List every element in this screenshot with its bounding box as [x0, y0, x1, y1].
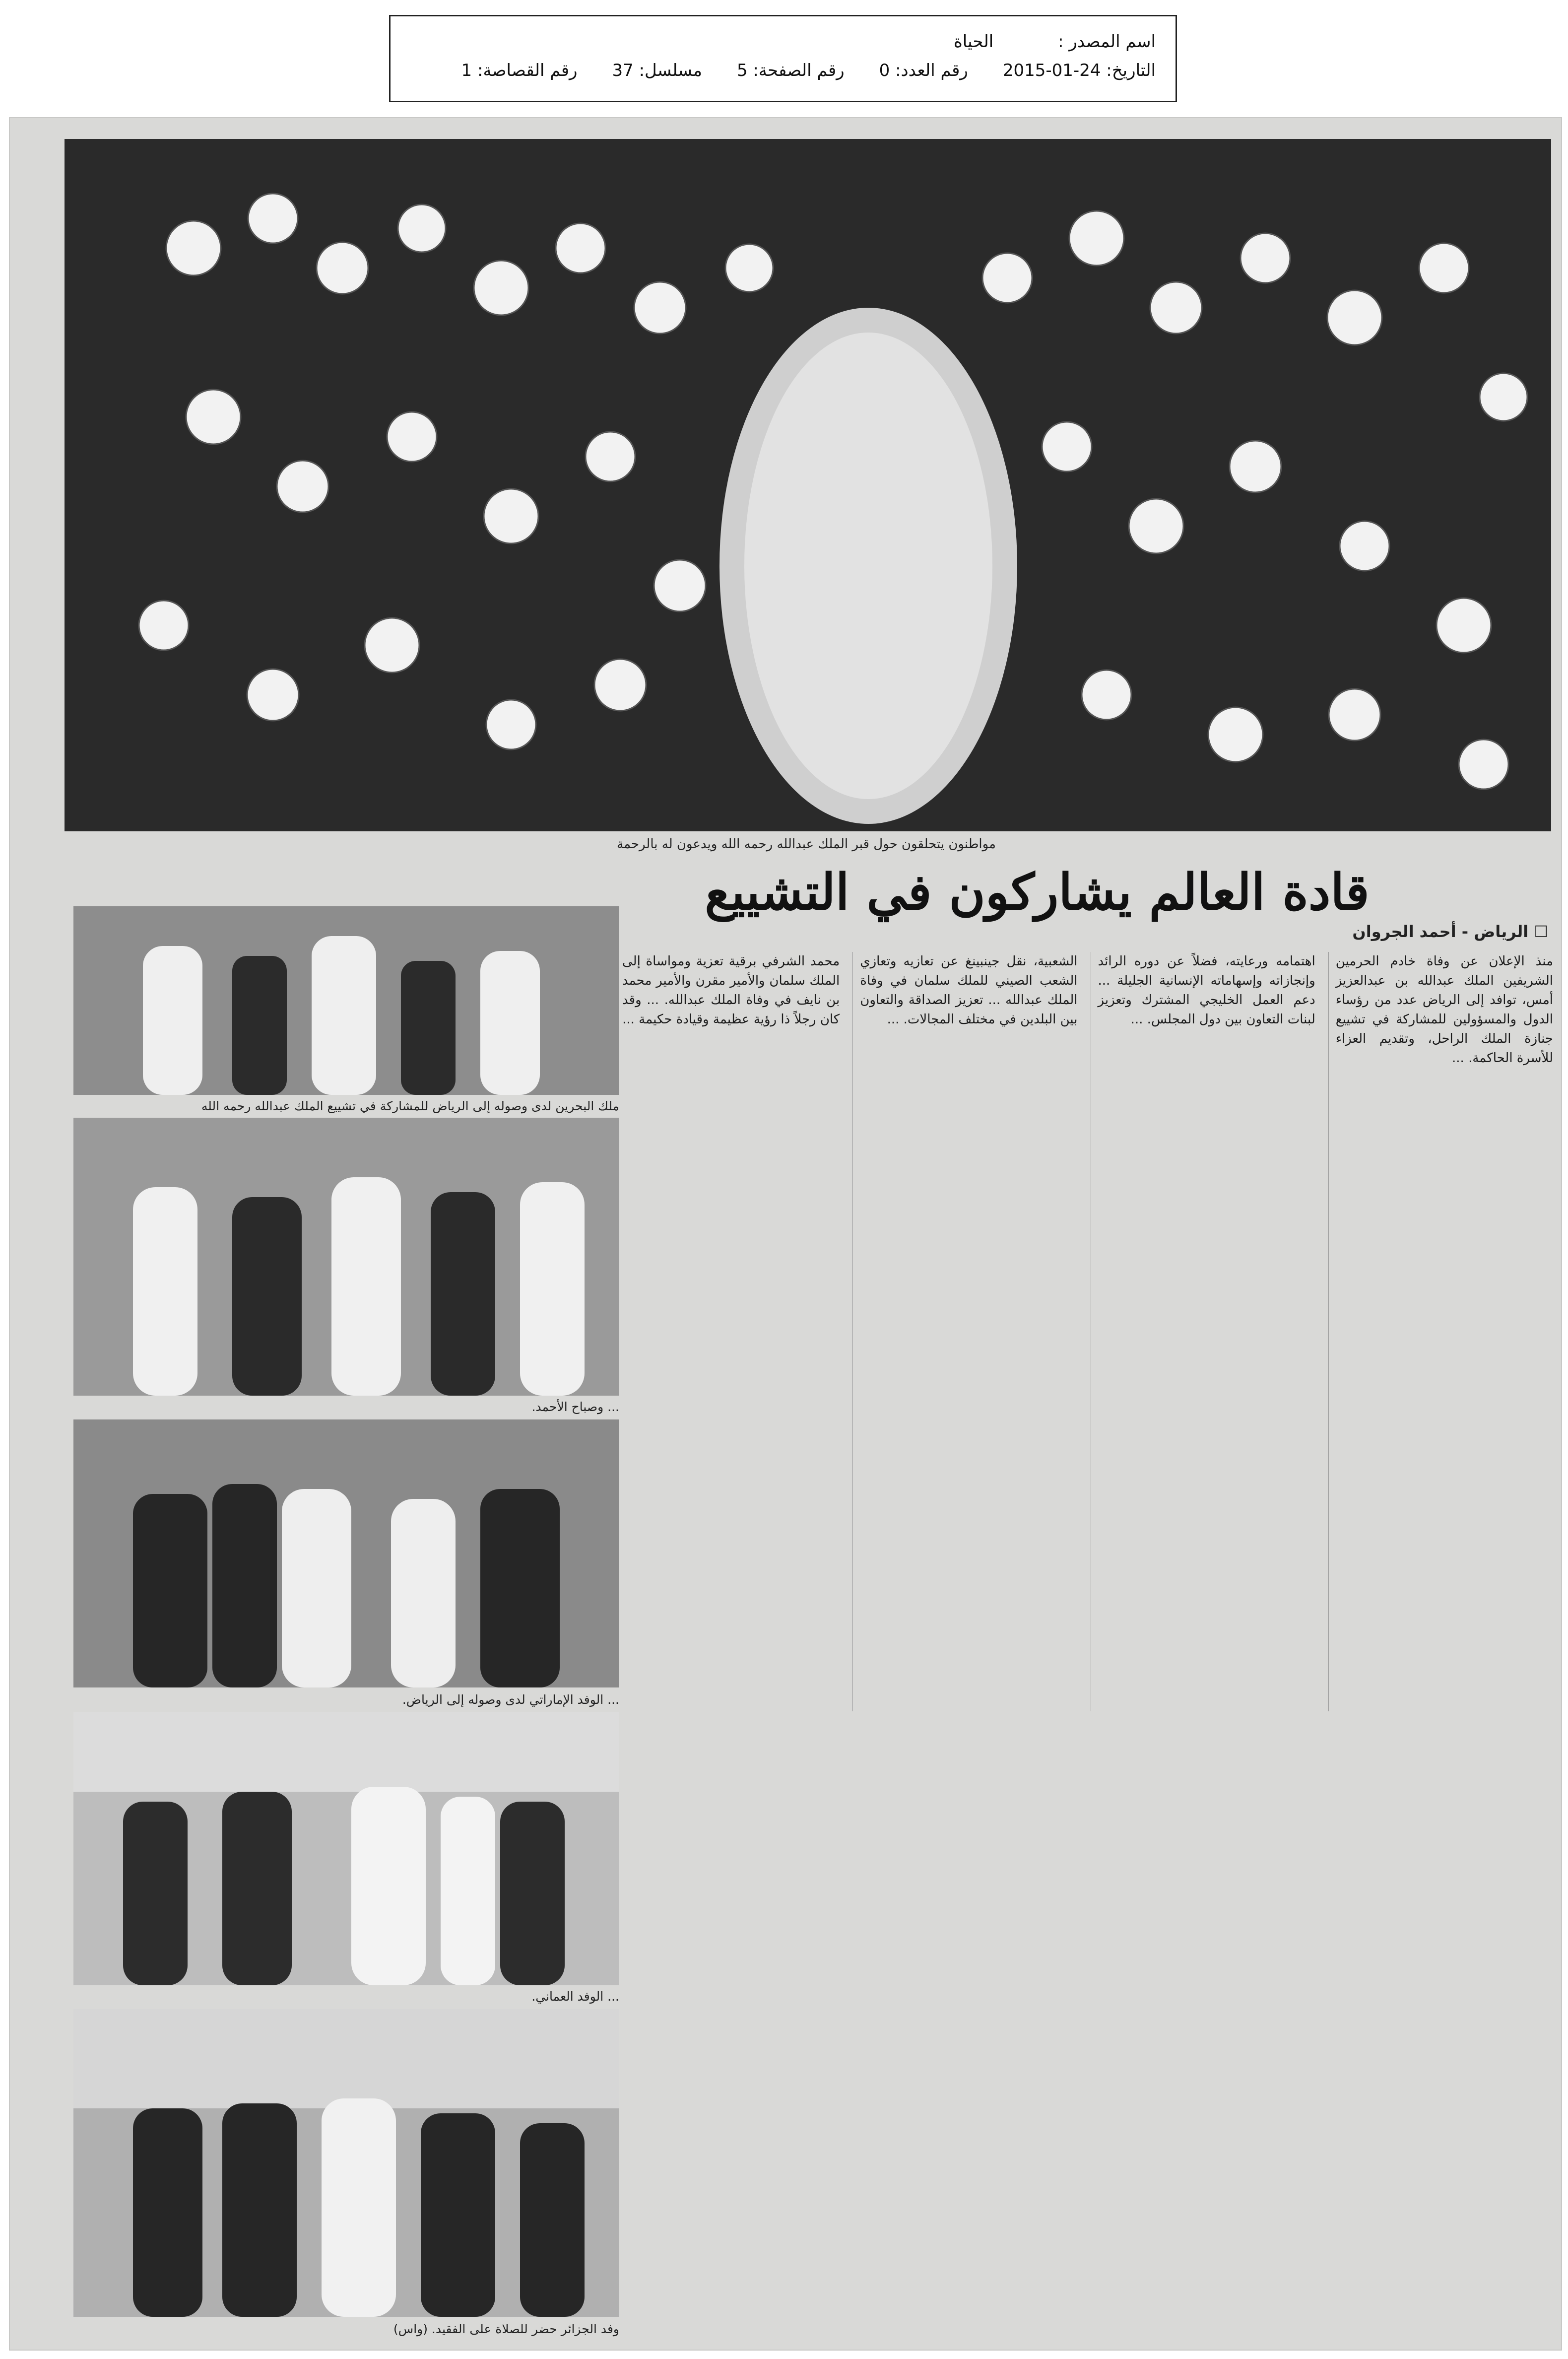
side-photo-illustration	[73, 1419, 619, 1687]
column-text: محمد الشرفي برقية تعزية ومواساة إلى الملك سلمان والأمير مقرن والأمير محمد بن نايف في وفاة الملك عبدالله. ... وقد كان رجلاً ذا رؤية عظيمة وقيادة حكيمة ...	[622, 954, 840, 1027]
source-value: الحياة	[953, 32, 994, 52]
clipping-inner	[10, 118, 1561, 2350]
side-photo-caption: ... الوفد العماني.	[531, 1989, 619, 2004]
side-photo-oman-delegation	[73, 1712, 619, 1985]
side-photo-caption: ... وصباح الأحمد.	[531, 1400, 619, 1414]
serial-value: 37	[612, 61, 634, 80]
article-column	[852, 952, 1077, 1711]
issue-label: رقم العدد:	[895, 61, 968, 80]
column-text: منذ الإعلان عن وفاة خادم الحرمين الشريفين الملك عبدالله بن عبدالعزيز أمس، توافد إلى الرياض عدد من رؤساء الدول والمسؤولين للمشاركة في تشييع جنازة الملك الراحل، وتقديم العزاء للأسرة الحاكمة. ...	[1335, 954, 1553, 1066]
byline-marker-icon: ☐	[1528, 922, 1548, 941]
side-photo-kuwait-emir	[73, 1118, 619, 1396]
side-photo-illustration	[73, 906, 619, 1095]
serial-field	[612, 56, 702, 85]
article-headline: قادة العالم يشاركون في التشييع	[705, 863, 1370, 921]
page-label: رقم الصفحة:	[753, 61, 845, 80]
newspaper-clipping	[9, 117, 1562, 2351]
article-body	[615, 952, 1553, 1711]
column-text: الشعبية، نقل جينبينغ عن تعازيه وتعازي الشعب الصيني للملك سلمان في وفاة الملك عبدالله ... تعزيز الصداقة والتعاون بين البلدين في مختلف المجالات. ...	[860, 954, 1078, 1027]
serial-label: مسلسل:	[639, 61, 702, 80]
side-photo-algeria-delegation	[73, 2009, 619, 2317]
article-byline	[1320, 922, 1548, 941]
byline-text: الرياض - أحمد الجروان	[1352, 922, 1529, 941]
side-photo-caption: وفد الجزائر حضر للصلاة على الفقيد. (واس)	[393, 2322, 619, 2336]
page-value: 5	[736, 61, 748, 80]
clipping-metadata-box	[389, 15, 1177, 102]
clip-value: 1	[461, 61, 472, 80]
article-column	[615, 952, 840, 1711]
source-row	[410, 27, 1156, 56]
main-photo-caption: مواطنون يتحلقون حول قبر الملك عبدالله رحمه الله ويدعون له بالرحمة	[617, 837, 996, 852]
column-text: اهتمامه ورعايته، فضلاً عن دوره الرائد وإنجازاته وإسهاماته الإنسانية الجليلة ... دعم العمل الخليجي المشترك وتعزيز لبنات التعاون بين دول المجلس. ...	[1098, 954, 1315, 1027]
details-row	[410, 56, 1156, 85]
article-column	[1091, 952, 1315, 1711]
side-photo-caption: ملك البحرين لدى وصوله إلى الرياض للمشاركة في تشييع الملك عبدالله رحمه الله	[201, 1099, 619, 1113]
main-photo-crowd-around-grave	[65, 139, 1551, 831]
side-photo-caption: ... الوفد الإماراتي لدى وصوله إلى الرياض.	[402, 1692, 619, 1707]
issue-field	[879, 56, 968, 85]
side-photo-uae-delegation	[73, 1419, 619, 1687]
article-column	[1328, 952, 1553, 1711]
date-field	[1003, 56, 1156, 85]
side-photo-bahrain-king	[73, 906, 619, 1095]
clip-field	[461, 56, 578, 85]
side-photo-illustration	[73, 1712, 619, 1985]
side-photo-illustration	[73, 2009, 619, 2317]
main-photo-illustration	[65, 139, 1551, 831]
date-value: 24-01-2015	[1002, 61, 1101, 80]
page-field	[737, 56, 845, 85]
clip-label: رقم القصاصة:	[477, 61, 578, 80]
issue-value: 0	[879, 61, 890, 80]
date-label: التاريخ:	[1106, 61, 1156, 80]
source-label: اسم المصدر :	[1058, 32, 1156, 52]
side-photo-illustration	[73, 1118, 619, 1396]
